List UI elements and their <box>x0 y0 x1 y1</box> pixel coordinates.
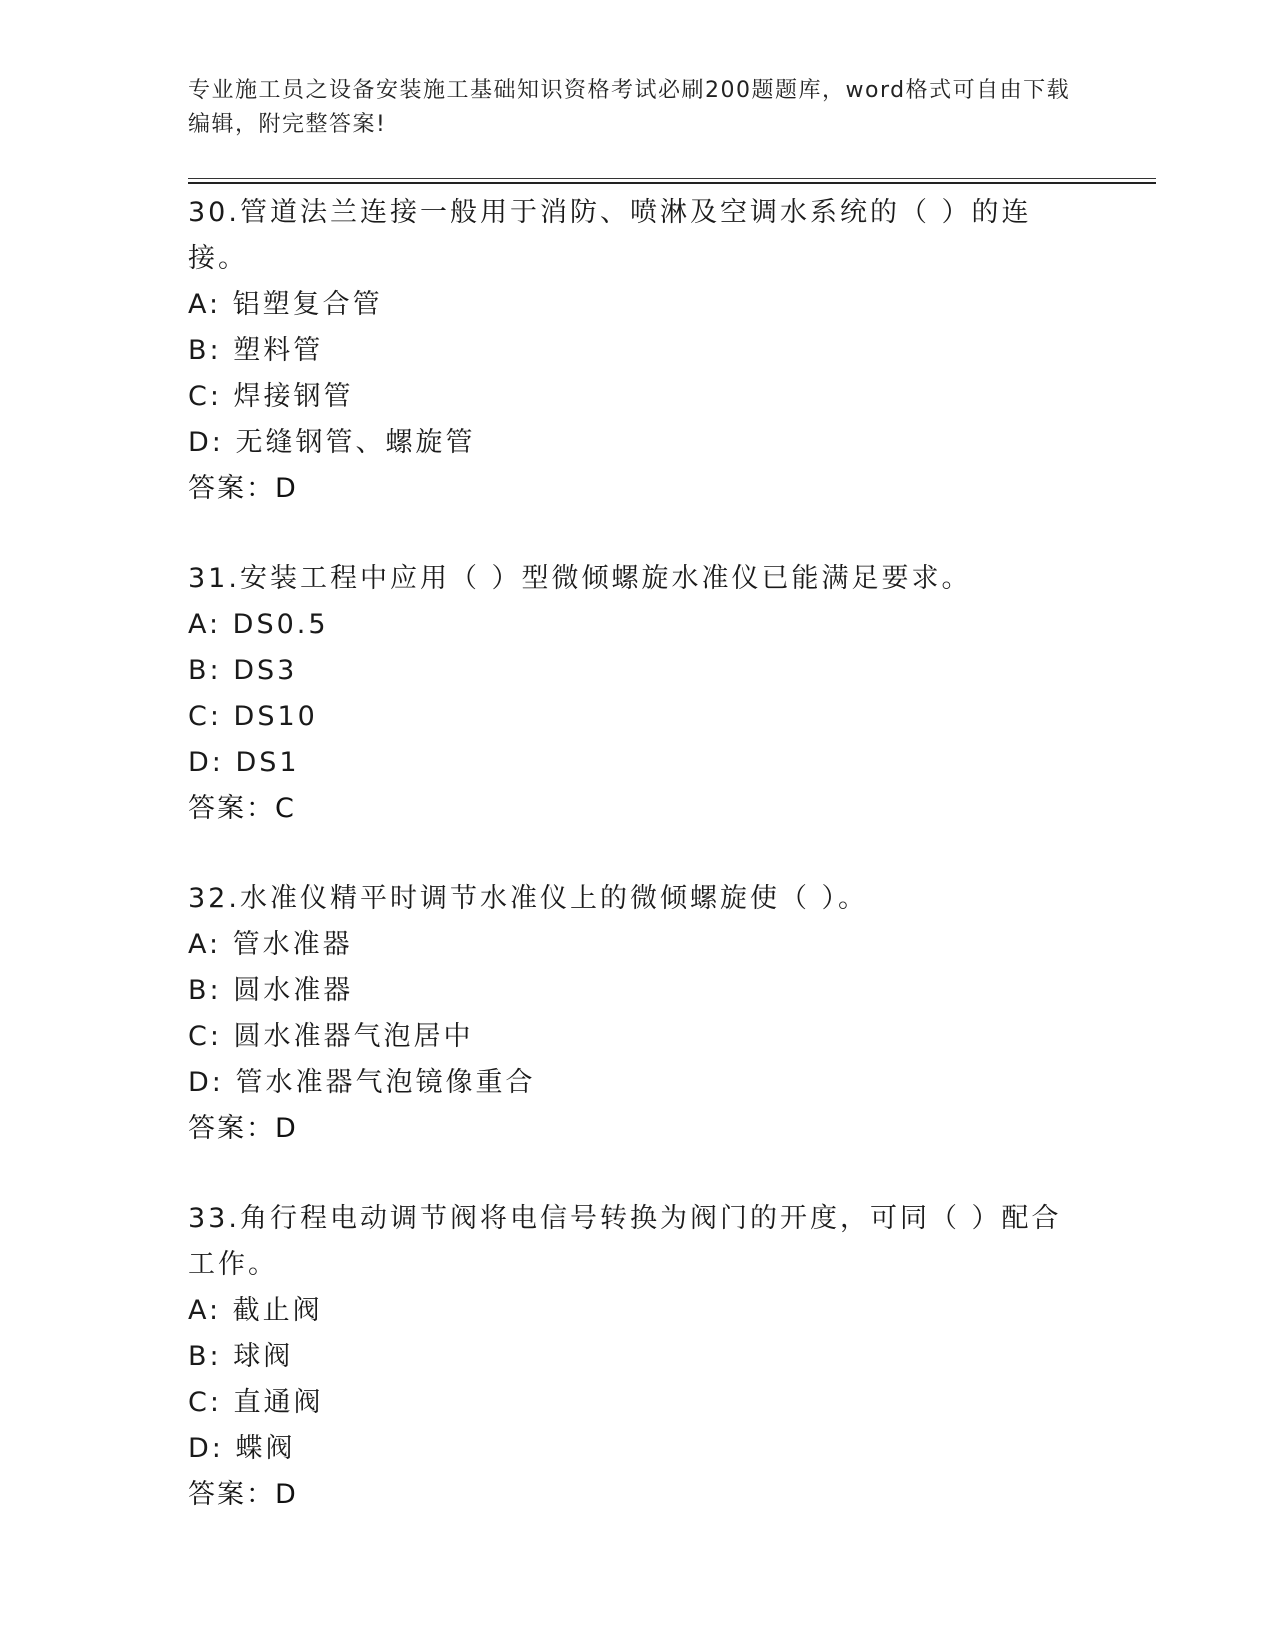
question-stem: 30.管道法兰连接一般用于消防、喷淋及空调水系统的（ ）的连接。 <box>188 197 1032 274</box>
document-header: 专业施工员之设备安装施工基础知识资格考试必刷200题题库，word格式可自由下载编辑，附完整答案! <box>188 78 1071 137</box>
header-divider-thin <box>188 178 1156 179</box>
option-b: B: 塑料管 <box>188 335 324 366</box>
question-stem: 33.角行程电动调节阀将电信号转换为阀门的开度，可同（ ）配合工作。 <box>188 1203 1062 1280</box>
answer-line: 答案：D <box>188 1113 298 1144</box>
answer-line: 答案：C <box>188 793 296 824</box>
question-33 <box>188 1196 1088 1518</box>
option-a: A: DS0.5 <box>188 609 329 640</box>
option-b: B: 圆水准器 <box>188 975 354 1006</box>
question-32 <box>188 876 1088 1152</box>
option-a: A: 铝塑复合管 <box>188 289 383 320</box>
option-c: C: DS10 <box>188 701 318 732</box>
option-c: C: 直通阀 <box>188 1387 324 1418</box>
option-b: B: DS3 <box>188 655 298 686</box>
option-c: C: 焊接钢管 <box>188 381 354 412</box>
answer-line: 答案：D <box>188 473 298 504</box>
option-d: D: 蝶阀 <box>188 1433 296 1464</box>
question-31 <box>188 556 1088 832</box>
option-a: A: 截止阀 <box>188 1295 323 1326</box>
question-stem: 31.安装工程中应用（ ）型微倾螺旋水准仪已能满足要求。 <box>188 563 972 594</box>
option-d: D: 无缝钢管、螺旋管 <box>188 427 476 458</box>
option-a: A: 管水准器 <box>188 929 353 960</box>
header-divider-thick <box>188 182 1156 184</box>
question-stem: 32.水准仪精平时调节水准仪上的微倾螺旋使（ ）。 <box>188 883 869 914</box>
answer-line: 答案：D <box>188 1479 298 1510</box>
option-b: B: 球阀 <box>188 1341 294 1372</box>
option-d: D: DS1 <box>188 747 300 778</box>
option-d: D: 管水准器气泡镜像重合 <box>188 1067 536 1098</box>
option-c: C: 圆水准器气泡居中 <box>188 1021 474 1052</box>
question-30 <box>188 190 1088 512</box>
question-list <box>188 190 1088 1562</box>
